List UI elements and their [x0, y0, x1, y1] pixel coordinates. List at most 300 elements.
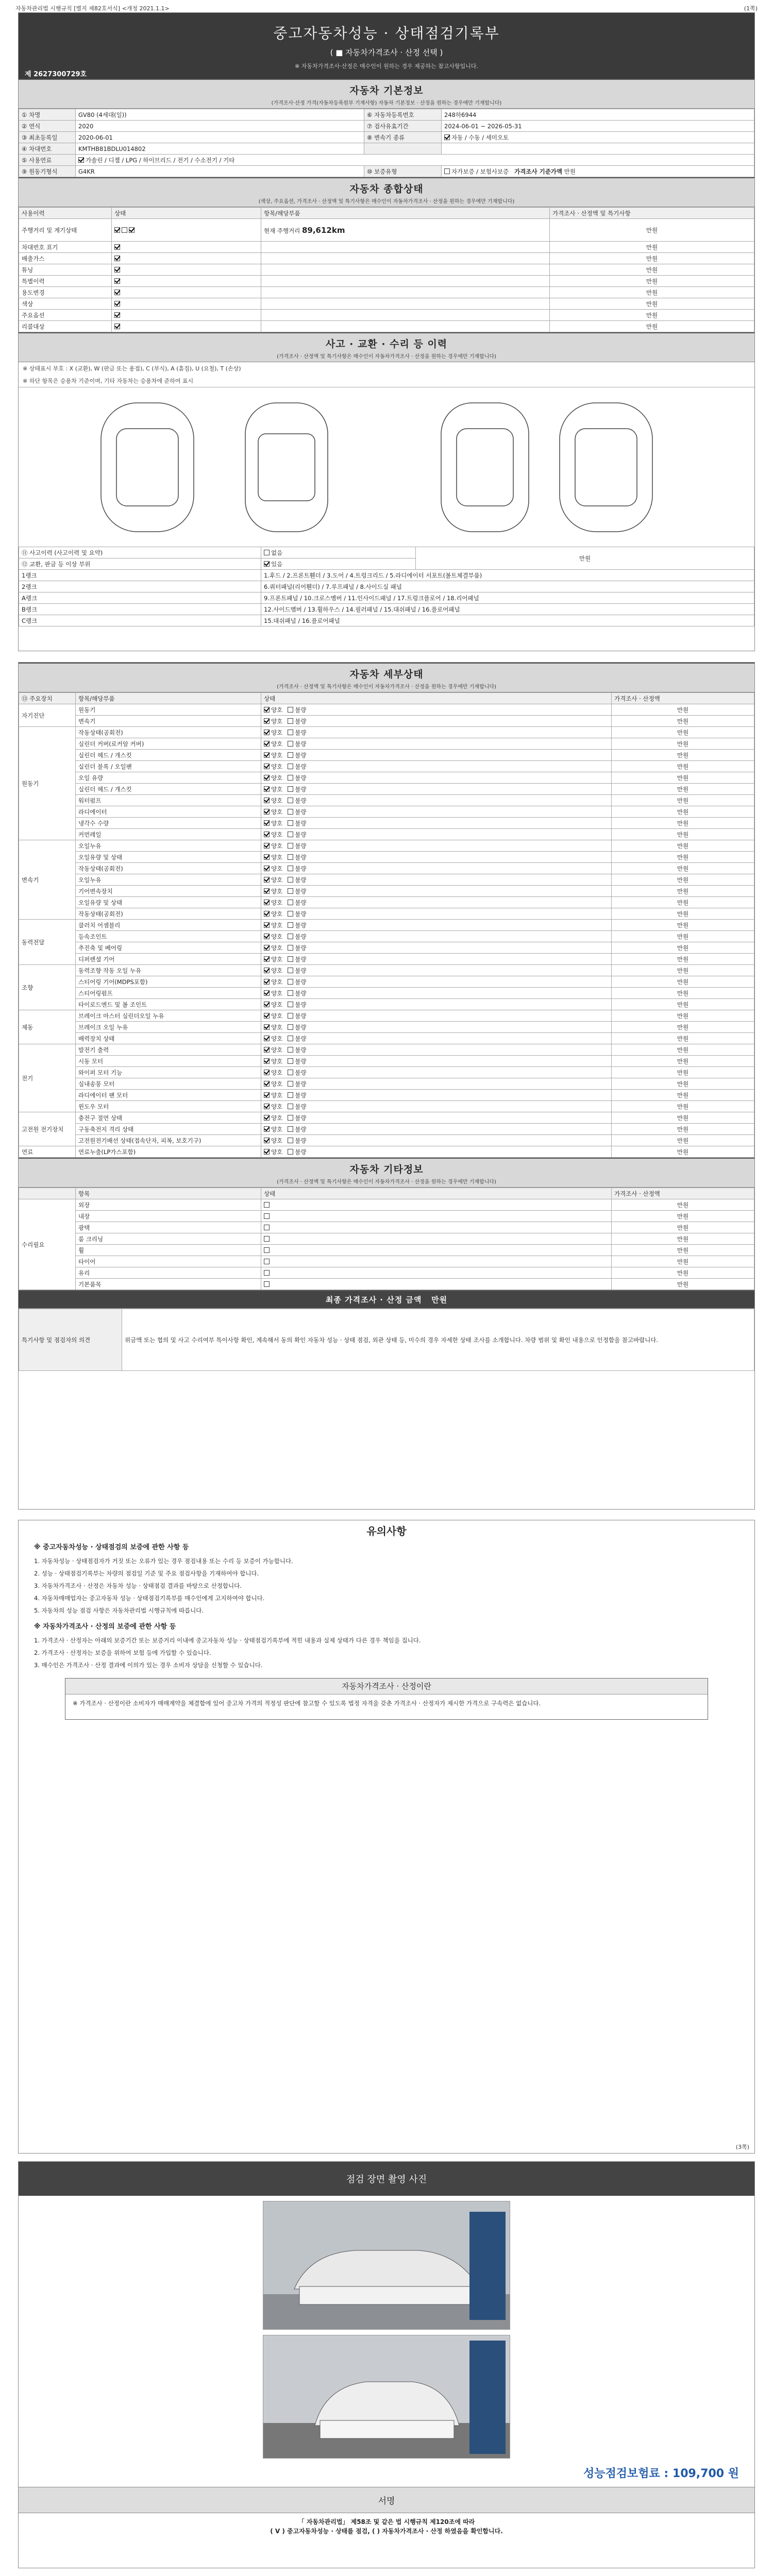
checkbox [288, 934, 293, 939]
checkbox-checked [264, 832, 270, 837]
signature-line-1: 「 자동차관리법」 제58조 및 같은 법 시행규칙 제120조에 따라 [298, 2518, 475, 2526]
detail-row [19, 806, 754, 818]
unit: 만원 [612, 818, 754, 829]
part-name: 윈도우 모터 [76, 1101, 261, 1112]
price-unit: 만원 [564, 167, 576, 175]
detail-row [19, 931, 754, 942]
row-tuning: 튜닝 [19, 264, 112, 276]
detail-row [19, 1101, 754, 1112]
checkbox [288, 990, 293, 996]
col-item: 항목 [76, 1188, 261, 1199]
part-name: 구동축전지 격리 상태 [76, 1124, 261, 1135]
section-title: 자동차 기타정보 [349, 1164, 424, 1175]
state-label: 불량 [295, 967, 307, 974]
state-label: 양호 [271, 899, 283, 906]
unit: 만원 [612, 988, 754, 999]
unit: 만원 [612, 931, 754, 942]
part-name: 추진축 및 베어링 [76, 942, 261, 954]
unit: 만원 [612, 920, 754, 931]
detail-row [19, 1033, 754, 1044]
state-label: 불량 [295, 853, 307, 861]
state-label: 불량 [295, 1035, 307, 1042]
col-item: 항목/해당부품 [261, 208, 550, 219]
checkbox-checked [264, 741, 270, 747]
state-label: 양호 [271, 1023, 283, 1031]
checkbox [288, 752, 293, 758]
state-label: 불량 [295, 1080, 307, 1088]
mileage-label: 현재 주행거리 [264, 227, 300, 234]
state-label: 양호 [271, 740, 283, 748]
state-label: 양호 [271, 865, 283, 872]
rank-label: B랭크 [19, 604, 261, 615]
page-3 [18, 1520, 755, 2154]
checkbox-checked [264, 1058, 270, 1064]
col-price: 가격조사 · 산정액 및 특기사항 [550, 208, 754, 219]
checkbox-checked [264, 809, 270, 815]
rank-label: C랭크 [19, 615, 261, 626]
unit: 만원 [612, 1078, 754, 1090]
unit: 만원 [550, 287, 754, 298]
part-name: 스티어링펌프 [76, 988, 261, 999]
unit: 만원 [612, 738, 754, 750]
checkbox [264, 1236, 270, 1242]
checkbox [264, 550, 270, 555]
unit: 만원 [612, 1199, 754, 1211]
checkbox [264, 1247, 270, 1253]
unit: 만원 [612, 829, 754, 840]
item-name: 룸 크리닝 [76, 1233, 261, 1245]
unit: 만원 [550, 242, 754, 253]
notice-paragraph: 4. 자동차매매업자는 중고자동차 성능 · 상태점검기록부를 매수인에게 고지하여야 합니다. [34, 1595, 265, 1602]
unit: 만원 [550, 264, 754, 276]
state-label: 불량 [295, 1103, 307, 1110]
checkbox [288, 956, 293, 962]
state-label: 불량 [295, 1114, 307, 1122]
part-name: 변속기 [76, 716, 261, 727]
state-label: 불량 [295, 910, 307, 918]
detail-table [19, 692, 754, 1158]
unit: 만원 [612, 750, 754, 761]
mileage-value: 89,612km [301, 225, 345, 235]
other-row [19, 1267, 754, 1279]
row-vin-mark: 차대번호 표기 [19, 242, 112, 253]
state-label: 양호 [271, 1103, 283, 1110]
other-row [19, 1199, 754, 1211]
state-label: 불량 [295, 728, 307, 736]
checkbox-checked [264, 911, 270, 917]
checkbox [288, 798, 293, 803]
part-name: 원동기 [76, 704, 261, 716]
state-label: 불량 [295, 1137, 307, 1144]
row-options: 주요옵션 [19, 310, 112, 321]
state-label: 양호 [271, 796, 283, 804]
state-label: 양호 [271, 831, 283, 838]
checkbox [288, 741, 293, 747]
state-cell [261, 1044, 612, 1056]
state-cell [261, 727, 612, 738]
unit: 만원 [612, 874, 754, 886]
state-label: 불량 [295, 921, 307, 929]
final-price-header [19, 1290, 754, 1309]
section-subtitle: (색상, 주요옵션, 가격조사 · 산정액 및 특기사항은 매수인이 자동차가격조사 · 산정을 원하는 경우에만 기재합니다) [258, 199, 515, 205]
state-cell [261, 1256, 612, 1267]
unit: 만원 [612, 784, 754, 795]
checkbox-checked [264, 1024, 270, 1030]
section-subtitle: (가격조사 · 산정액 및 특기사항은 매수인이 자동차가격조사 · 산정을 원하는 경우에만 기재합니다) [277, 1179, 496, 1185]
state-label: 양호 [271, 842, 283, 850]
checkbox-checked [114, 244, 120, 250]
checkbox [288, 1149, 293, 1155]
label-accident: ⑪ 사고이력 (사고이력 및 요약) [19, 547, 261, 558]
item-name: 기본품목 [76, 1279, 261, 1290]
signature-line-2: ( V ) 중고자동차성능 · 상태를 점검, ( ) 자동차가격조사 · 산정 하였음을 확인합니다. [270, 2528, 503, 2535]
detail-row [19, 727, 754, 738]
rank-items: 1.후드 / 2.프론트휀더 / 3.도어 / 4.트렁크리드 / 5.라디에이터 서포트(볼트체결부품) [261, 570, 754, 581]
detail-row [19, 840, 754, 852]
state-cell [261, 1112, 612, 1124]
checkbox-checked [264, 786, 270, 792]
unit: 만원 [612, 1044, 754, 1056]
detail-row [19, 908, 754, 920]
checkbox [288, 809, 293, 815]
unit: 만원 [612, 1267, 754, 1279]
checkbox [444, 168, 450, 174]
value-vin: KMTHB81BDLU014802 [76, 143, 364, 155]
state-label: 양호 [271, 978, 283, 986]
unit: 만원 [612, 965, 754, 976]
checkbox [288, 843, 293, 849]
other-row [19, 1222, 754, 1233]
device-name: 자기진단 [19, 704, 76, 727]
notice-paragraph: 3. 매수인은 가격조사 · 산정 결과에 이의가 있는 경우 소비자 상담을 신청할 수 있습니다. [34, 1662, 263, 1669]
state-label: 양호 [271, 1114, 283, 1122]
checkbox [288, 1138, 293, 1143]
state-label: 불량 [295, 876, 307, 884]
state-cell [261, 1267, 612, 1279]
state-cell [261, 840, 612, 852]
checkbox [288, 1126, 293, 1132]
state-label: 불량 [295, 1091, 307, 1099]
label-engine: ⑨ 원동기형식 [19, 166, 76, 177]
inspection-photo-front [263, 2201, 510, 2330]
rank-items: 15.대쉬패널 / 16.플로어패널 [261, 615, 754, 626]
checkbox-checked [264, 979, 270, 985]
checkbox-checked [114, 256, 120, 261]
section-subtitle: (가격조사·산정 가격(자동차등록원부 기재사항) 자동차 기본정보 · 산정을 원하는 경우에만 기재합니다) [271, 100, 502, 106]
checkbox-checked [264, 561, 270, 567]
unit: 만원 [612, 1101, 754, 1112]
state-cell [261, 1056, 612, 1067]
section-accident-header [19, 332, 754, 362]
label-car-name: ① 차명 [19, 109, 76, 121]
checkbox [288, 707, 293, 713]
detail-row [19, 772, 754, 784]
part-name: 오일유량 및 상태 [76, 852, 261, 863]
detail-row [19, 738, 754, 750]
checkbox-checked [264, 730, 270, 735]
checkbox [264, 1259, 270, 1264]
part-name: 오일 유량 [76, 772, 261, 784]
form-reference: 자동차관리법 시행규칙 [별지 제82호서식] <개정 2021.1.1> [15, 5, 170, 12]
state-label: 양호 [271, 1057, 283, 1065]
device-name: 변속기 [19, 840, 76, 920]
notice-title: 유의사항 [366, 1525, 407, 1537]
checkbox-checked [264, 707, 270, 713]
state-cell [261, 1279, 612, 1290]
state-cell [261, 920, 612, 931]
section-subtitle: (가격조사 · 산정액 및 특기사항은 매수인이 자동차가격조사 · 산정을 원하는 경우에만 기재합니다) [277, 684, 496, 690]
checkbox-checked [114, 324, 120, 329]
checkbox [288, 1047, 293, 1053]
state-label: 불량 [295, 1023, 307, 1031]
checkbox [264, 1225, 270, 1230]
checkbox [288, 1013, 293, 1019]
col-usage: 사용이력 [19, 208, 112, 219]
detail-row [19, 954, 754, 965]
state-cell [261, 1124, 612, 1135]
state-cell [261, 1222, 612, 1233]
value-first-reg: 2020-06-01 [76, 132, 364, 143]
unit: 만원 [612, 897, 754, 908]
notice-section [19, 1520, 754, 1729]
state-cell [261, 942, 612, 954]
value-transmission [442, 132, 754, 143]
checkbox [288, 764, 293, 769]
unit: 만원 [612, 772, 754, 784]
state-cell [261, 1211, 612, 1222]
value-plate: 248하6944 [442, 109, 754, 121]
part-name: 클러치 어셈블리 [76, 920, 261, 931]
rank-items: 6.쿼터패널(리어휀더) / 7.루프패널 / 8.사이드실 패널 [261, 581, 754, 592]
checkbox-checked [264, 1070, 270, 1075]
state-label: 양호 [271, 876, 283, 884]
row-color: 색상 [19, 298, 112, 310]
label-vin: ④ 차대번호 [19, 143, 76, 155]
accident-legend: ※ 상태표시 부호 : X (교환), W (판금 또는 용접), C (부식), A (흠집), U (요철), T (손상) [23, 365, 241, 372]
checkbox-checked [264, 1002, 270, 1007]
state-cell [261, 931, 612, 942]
checkbox-checked [114, 312, 120, 318]
photos-title: 점검 장면 촬영 사진 [19, 2162, 754, 2196]
checkbox-checked [264, 1138, 270, 1143]
accident-table [19, 547, 754, 626]
unit: 만원 [612, 942, 754, 954]
state-label: 불량 [295, 989, 307, 997]
unit: 만원 [612, 704, 754, 716]
final-unit: 만원 [431, 1295, 448, 1304]
state-label: 불량 [295, 796, 307, 804]
checkbox-checked [264, 775, 270, 781]
form-header [19, 13, 754, 79]
state-cell [261, 1090, 612, 1101]
part-name: 작동상태(공회전) [76, 863, 261, 874]
unit: 만원 [612, 863, 754, 874]
state-label: 양호 [271, 762, 283, 770]
value-warranty [442, 166, 754, 177]
section-basic-header [19, 79, 754, 109]
part-name: 오일유량 및 상태 [76, 897, 261, 908]
checkbox [288, 1058, 293, 1064]
state-cell [261, 1022, 612, 1033]
box-text: ※ 가격조사 · 산정이란 소비자가 매매계약을 체결함에 있어 중고차 가격의 적정성 판단에 참고할 수 있도록 법정 자격을 갖춘 가격조사 · 산정자가 제시한 가격으로 구속력은 없습니다. [73, 1700, 541, 1707]
checkbox-checked [129, 227, 135, 233]
car-outline-diagram [19, 387, 755, 547]
section-title: 자동차 종합상태 [349, 183, 424, 195]
checkbox-checked [264, 843, 270, 849]
checkbox [288, 968, 293, 973]
detail-row [19, 704, 754, 716]
section-subtitle: (가격조사 · 산정액 및 특기사항은 매수인이 자동차가격조사 · 산정을 원하는 경우에만 기재합니다) [277, 354, 496, 360]
checkbox [288, 866, 293, 871]
state-cell [261, 818, 612, 829]
state-cell [261, 1135, 612, 1146]
state-cell [261, 761, 612, 772]
detail-row [19, 1135, 754, 1146]
part-name: 타이로드엔드 및 볼 조인트 [76, 999, 261, 1010]
checkbox-checked [264, 945, 270, 951]
state-cell [261, 1033, 612, 1044]
section-title: 사고 · 교환 · 수리 등 이력 [325, 338, 448, 350]
state-label: 양호 [271, 717, 283, 725]
checkbox-checked [264, 1013, 270, 1019]
checkbox-checked [264, 888, 270, 894]
state-label: 불량 [295, 808, 307, 816]
detail-row [19, 1146, 754, 1158]
state-label: 양호 [271, 921, 283, 929]
other-row [19, 1279, 754, 1290]
state-label: 양호 [271, 887, 283, 895]
section-summary-header [19, 177, 754, 207]
checkbox [288, 1024, 293, 1030]
state-label: 불량 [295, 865, 307, 872]
checkbox-checked [264, 1126, 270, 1132]
state-cell [261, 716, 612, 727]
detail-row [19, 1067, 754, 1078]
state-label: 불량 [295, 717, 307, 725]
state-cell [261, 704, 612, 716]
state-label: 양호 [271, 1125, 283, 1133]
state-cell [261, 954, 612, 965]
checkbox-checked [264, 866, 270, 871]
state-label: 양호 [271, 989, 283, 997]
group-label: 수리필요 [19, 1199, 76, 1290]
unit: 만원 [612, 1112, 754, 1124]
detail-row [19, 716, 754, 727]
part-name: 실린더 커버(로커암 커버) [76, 738, 261, 750]
row-mileage: 주행거리 및 계기상태 [19, 219, 112, 242]
unit: 만원 [550, 253, 754, 264]
detail-row [19, 750, 754, 761]
part-name: 냉각수 수량 [76, 818, 261, 829]
part-name: 배력장치 상태 [76, 1033, 261, 1044]
checkbox-checked [264, 956, 270, 962]
part-name: 작동상태(공회전) [76, 908, 261, 920]
unit: 만원 [550, 276, 754, 287]
detail-row [19, 976, 754, 988]
notice-paragraph: 2. 가격조사 · 산정자는 보증을 위하여 보험 등에 가입할 수 있습니다. [34, 1649, 211, 1656]
value-car-name: GV80 (4세대(일)) [76, 109, 364, 121]
checkbox-checked [264, 1149, 270, 1155]
mileage-cell [261, 219, 550, 242]
label-fuel: ⑤ 사용연료 [19, 155, 76, 166]
page-2 [18, 662, 755, 1510]
detail-row [19, 795, 754, 806]
state-label: 양호 [271, 819, 283, 827]
unit: 만원 [612, 1056, 754, 1067]
state-label: 양호 [271, 1080, 283, 1088]
row-history: 특별이력 [19, 276, 112, 287]
state-label: 불량 [295, 740, 307, 748]
part-name: 브레이크 마스터 실린더오일 누유 [76, 1010, 261, 1022]
value-year: 2020 [76, 121, 364, 132]
state-cell [261, 852, 612, 863]
checkbox [264, 1281, 270, 1287]
state-cell [261, 908, 612, 920]
checkbox-checked [264, 1047, 270, 1053]
state-label: 양호 [271, 785, 283, 793]
state-label: 양호 [271, 1046, 283, 1054]
part-name: 와이퍼 모터 기능 [76, 1067, 261, 1078]
unit: 만원 [612, 1135, 754, 1146]
state-label: 양호 [271, 1001, 283, 1008]
detail-row [19, 1022, 754, 1033]
detail-row [19, 818, 754, 829]
device-name: 연료 [19, 1146, 76, 1158]
basic-info-table [19, 109, 754, 177]
unit: 만원 [612, 1222, 754, 1233]
checkbox [288, 1104, 293, 1109]
device-name: 고전원 전기장치 [19, 1112, 76, 1146]
inspection-photo-rear [263, 2335, 510, 2459]
notice-paragraph: 3. 자동차가격조사 · 산정은 자동차 성능 · 상태점검 결과를 바탕으로 산정합니다. [34, 1582, 242, 1589]
state-cell [261, 999, 612, 1010]
final-title: 최종 가격조사 · 산정 금액 [325, 1295, 422, 1304]
item-name: 유리 [76, 1267, 261, 1279]
unit: 만원 [550, 310, 754, 321]
label-repair: ⑫ 교환, 판금 등 이상 부위 [19, 558, 261, 570]
unit: 만원 [612, 1245, 754, 1256]
part-name: 고전원전기배선 상태(접속단자, 피복, 보호기구) [76, 1135, 261, 1146]
state-label: 양호 [271, 1137, 283, 1144]
part-name: 디퍼렌셜 기어 [76, 954, 261, 965]
label-inspection-period: ⑦ 검사유효기간 [364, 121, 442, 132]
section-detail-header [19, 663, 754, 692]
part-name: 브레이크 오일 누유 [76, 1022, 261, 1033]
part-name: 오일누유 [76, 840, 261, 852]
signature-note [19, 2513, 754, 2540]
state-label: 불량 [295, 1057, 307, 1065]
state-cell [261, 1146, 612, 1158]
notice-paragraph: 5. 자동차의 성능 점검 사항은 자동차관리법 시행규칙에 따릅니다. [34, 1607, 204, 1614]
checkbox-checked [114, 290, 120, 295]
checkbox [288, 730, 293, 735]
state-label: 양호 [271, 774, 283, 782]
other-row [19, 1256, 754, 1267]
section-title: 자동차 기본정보 [349, 85, 424, 96]
checkbox [288, 820, 293, 826]
state-label: 불량 [295, 1046, 307, 1054]
unit: 만원 [612, 806, 754, 818]
checkbox-checked [264, 718, 270, 724]
rank-items: 12.사이드멤버 / 13.휠하우스 / 14.필러패널 / 15.대쉬패널 / 16.플로어패널 [261, 604, 754, 615]
item-name: 외장 [76, 1199, 261, 1211]
checkbox-checked [264, 1036, 270, 1041]
state-cell [261, 738, 612, 750]
notice-heading-2: ※ 자동차가격조사 · 산정의 보증에 관한 사항 등 [34, 1623, 176, 1631]
detail-row [19, 784, 754, 795]
checkbox [264, 1202, 270, 1208]
unit: 만원 [612, 840, 754, 852]
